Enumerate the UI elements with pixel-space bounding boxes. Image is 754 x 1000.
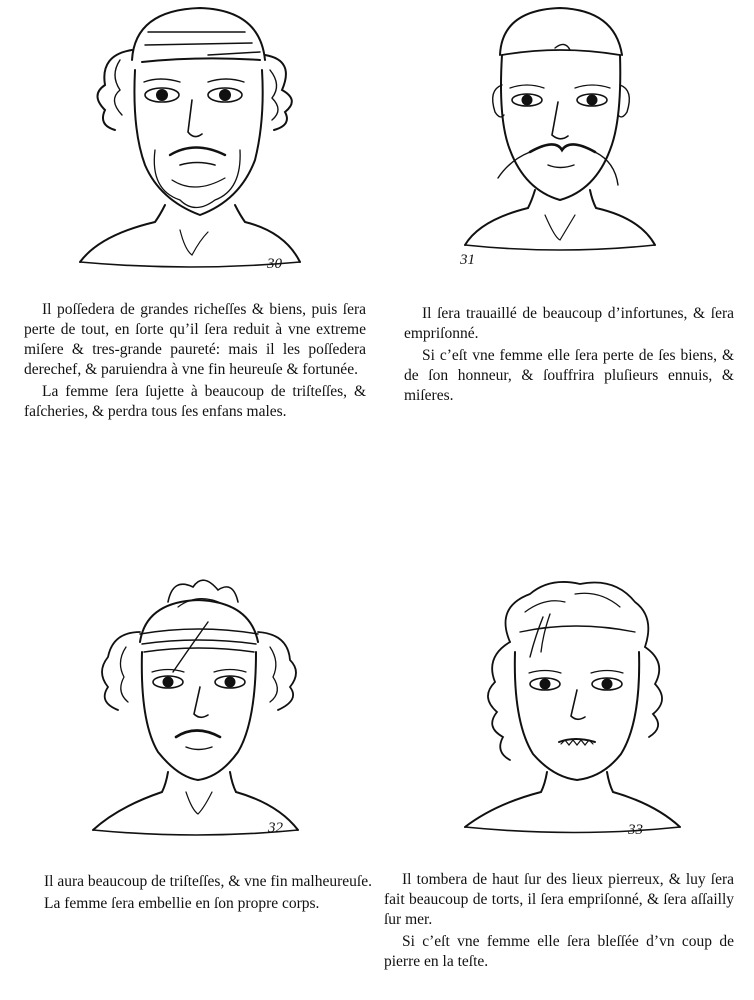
portrait-32	[78, 572, 318, 842]
caption-32-male: Il aura beaucoup de triſteſſes, & vne fin malheureuſe.	[44, 873, 372, 890]
portrait-30	[60, 0, 320, 275]
figure-number-32: 32	[268, 820, 283, 836]
figure-30-caption	[24, 300, 366, 422]
caption-30-male: Il poſſedera de grandes richeſſes & biens, puis ſera perte de tout, en ſorte qu’il ſera reduit à vne extreme miſere & tres-grande paureté: mais il les poſſedera derechef, & paruiendra à vne fin heureuſe & fortunée.	[24, 301, 366, 378]
figure-number-33: 33	[628, 822, 643, 838]
caption-30-female: La femme ſera ſujette à beaucoup de triſteſſes, & faſcheries, & perdra tous ſes enfans males.	[24, 383, 366, 420]
portrait-33	[455, 572, 695, 842]
figure-33-caption	[384, 870, 734, 972]
figure-31-caption	[404, 304, 734, 406]
figure-32-caption	[26, 872, 372, 914]
caption-31-male: Il ſera trauaillé de beaucoup d’infortunes, & ſera empriſonné.	[404, 305, 734, 342]
caption-32-female: La femme ſera embellie en ſon propre corps.	[44, 895, 320, 912]
figure-number-31: 31	[460, 252, 475, 268]
caption-33-male: Il tombera de haut ſur des lieux pierreux, & luy ſera fait beaucoup de torts, il ſera empriſonné, & ſera aſſailly ſur mer.	[384, 871, 734, 928]
portrait-31	[440, 0, 690, 260]
figure-number-30: 30	[267, 256, 282, 272]
caption-31-female: Si c’eſt vne femme elle ſera perte de ſes biens, & de ſon honneur, & ſouffrira pluſieurs ennuis, & miſeres.	[404, 347, 734, 404]
caption-33-female: Si c’eſt vne femme elle ſera bleſſée d’vn coup de pierre en la teſte.	[384, 933, 734, 970]
